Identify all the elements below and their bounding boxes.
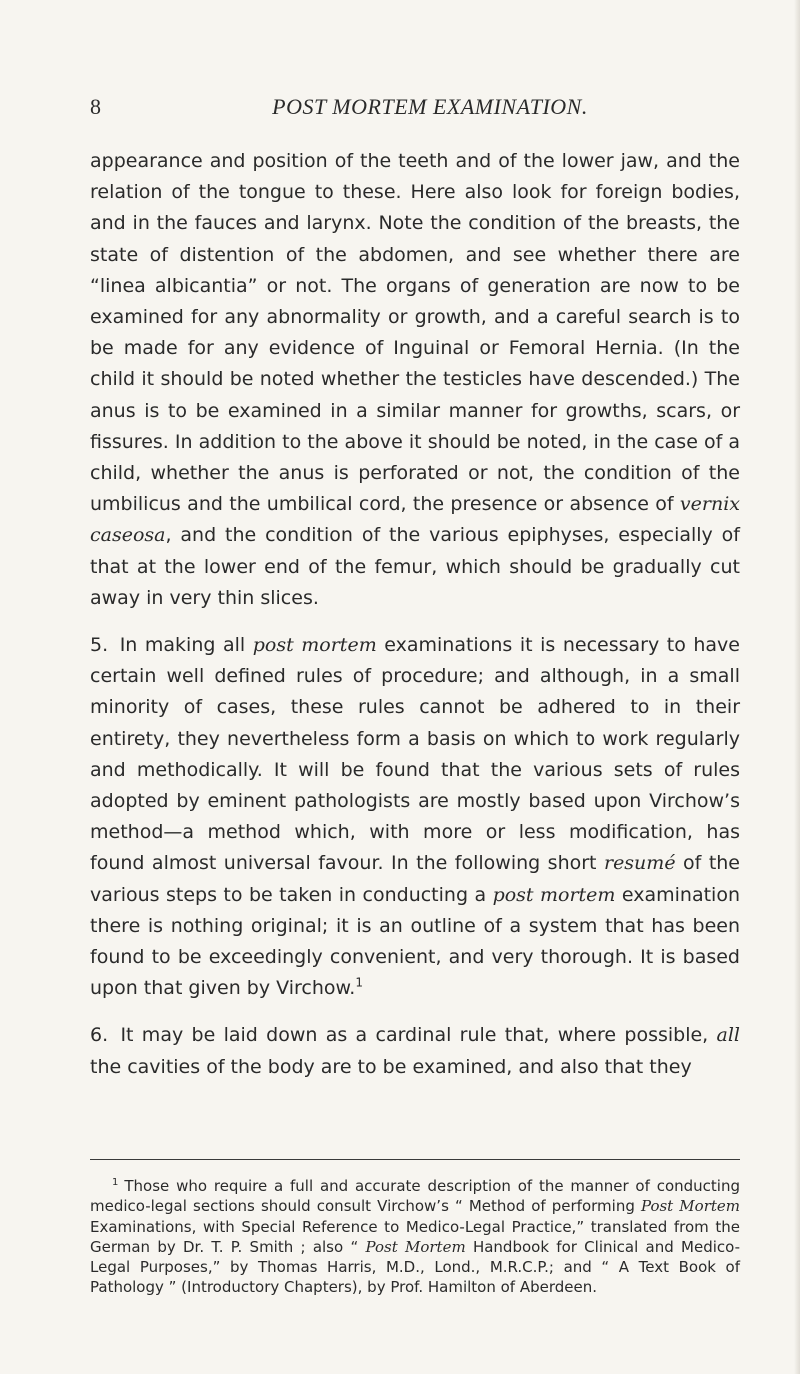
page-edge-shadow — [794, 0, 800, 1374]
italic-term: post mortem — [252, 634, 377, 657]
text-run: examination there is nothing original; it is an outline of a system that has been found to be exceedingly convenient, and very thorough. It is based upon that given by Virchow. — [90, 883, 740, 1000]
italic-term: Post Mortem — [365, 1237, 466, 1256]
paragraph-5 — [90, 630, 740, 1004]
text-run: of the various steps to be taken in conducting a — [90, 852, 740, 906]
running-title: POST MORTEM EXAMINATION. — [272, 94, 588, 119]
paragraph-number: 5. — [90, 634, 109, 657]
text-run: appearance and position of the teeth and of the lower jaw, and the relation of the tongue to these. Here also look for foreign bodies, and in the fauces and larynx. Note the condition of the breasts, the state of distention of the abdomen, and see whether there are “linea albicantia” or not. The organs of generation are now to be examined for any abnormality or growth, and a careful search is to be made for any evidence of Inguinal or Femoral Hernia. (In the child it should be noted whether the testicles have descended.) The anus is to be examined in a similar manner for growths, scars, or fissures. In addition to the above it should be noted, in the case of a child, whether the anus is perforated or not, the condition of the umbilicus and the umbilical cord, the presence or absence of — [90, 150, 740, 516]
text-run: It may be laid down as a cardinal rule that, where possible, — [120, 1024, 717, 1047]
italic-term: post mortem — [492, 883, 616, 906]
text-run: Handbook for Clinical and Medico-Legal Purposes,” by Thomas Harris, M.D., Lond., M.R.C.P.; and “ A Text Book of Pathology ” (Introductory Chapters), by Prof. Hamilton of Aberdeen. — [90, 1237, 740, 1297]
text-run: the cavities of the body are to be examined, and also that they — [90, 1055, 692, 1078]
paragraph-number: 6. — [90, 1024, 109, 1047]
italic-term: all — [716, 1024, 740, 1047]
page-number: 8 — [90, 94, 101, 119]
text-run: In making all — [119, 634, 253, 657]
footnote-reference: 1 — [355, 975, 363, 990]
italic-term: resumé — [603, 852, 676, 875]
text-run: Examinations, with Special Reference to Medico-Legal Practice,” translated from the German by Dr. T. P. Smith ; also “ — [90, 1217, 740, 1256]
text-run: Those who require a full and accurate description of the manner of conducting medico-legal sections should consult Virchow’s “ Method of performing — [90, 1177, 740, 1216]
running-head — [90, 94, 730, 126]
body-text — [90, 146, 740, 1099]
paragraph-continued — [90, 146, 740, 614]
footnote-mark: 1 — [112, 1177, 119, 1188]
italic-term: vernix caseosa — [90, 493, 740, 547]
text-run: examinations it is necessary to have certain well defined rules of procedure; and although, in a small minority of cases, these rules cannot be adhered to in their entirety, they nevertheless form a basis on which to work regularly and methodically. It will be found that the various sets of rules adopted by eminent pathologists are mostly based upon Virchow’s method—a method which, with more or less modification, has found almost universal favour. In the following short — [90, 634, 740, 875]
italic-term: Post Mortem — [640, 1197, 740, 1216]
text-run: , and the condition of the various epiphyses, especially of that at the lower end of the femur, which should be gradually cut away in very thin slices. — [90, 524, 740, 609]
footnote-divider — [90, 1159, 740, 1160]
paragraph-6 — [90, 1020, 740, 1082]
footnote — [90, 1176, 740, 1298]
